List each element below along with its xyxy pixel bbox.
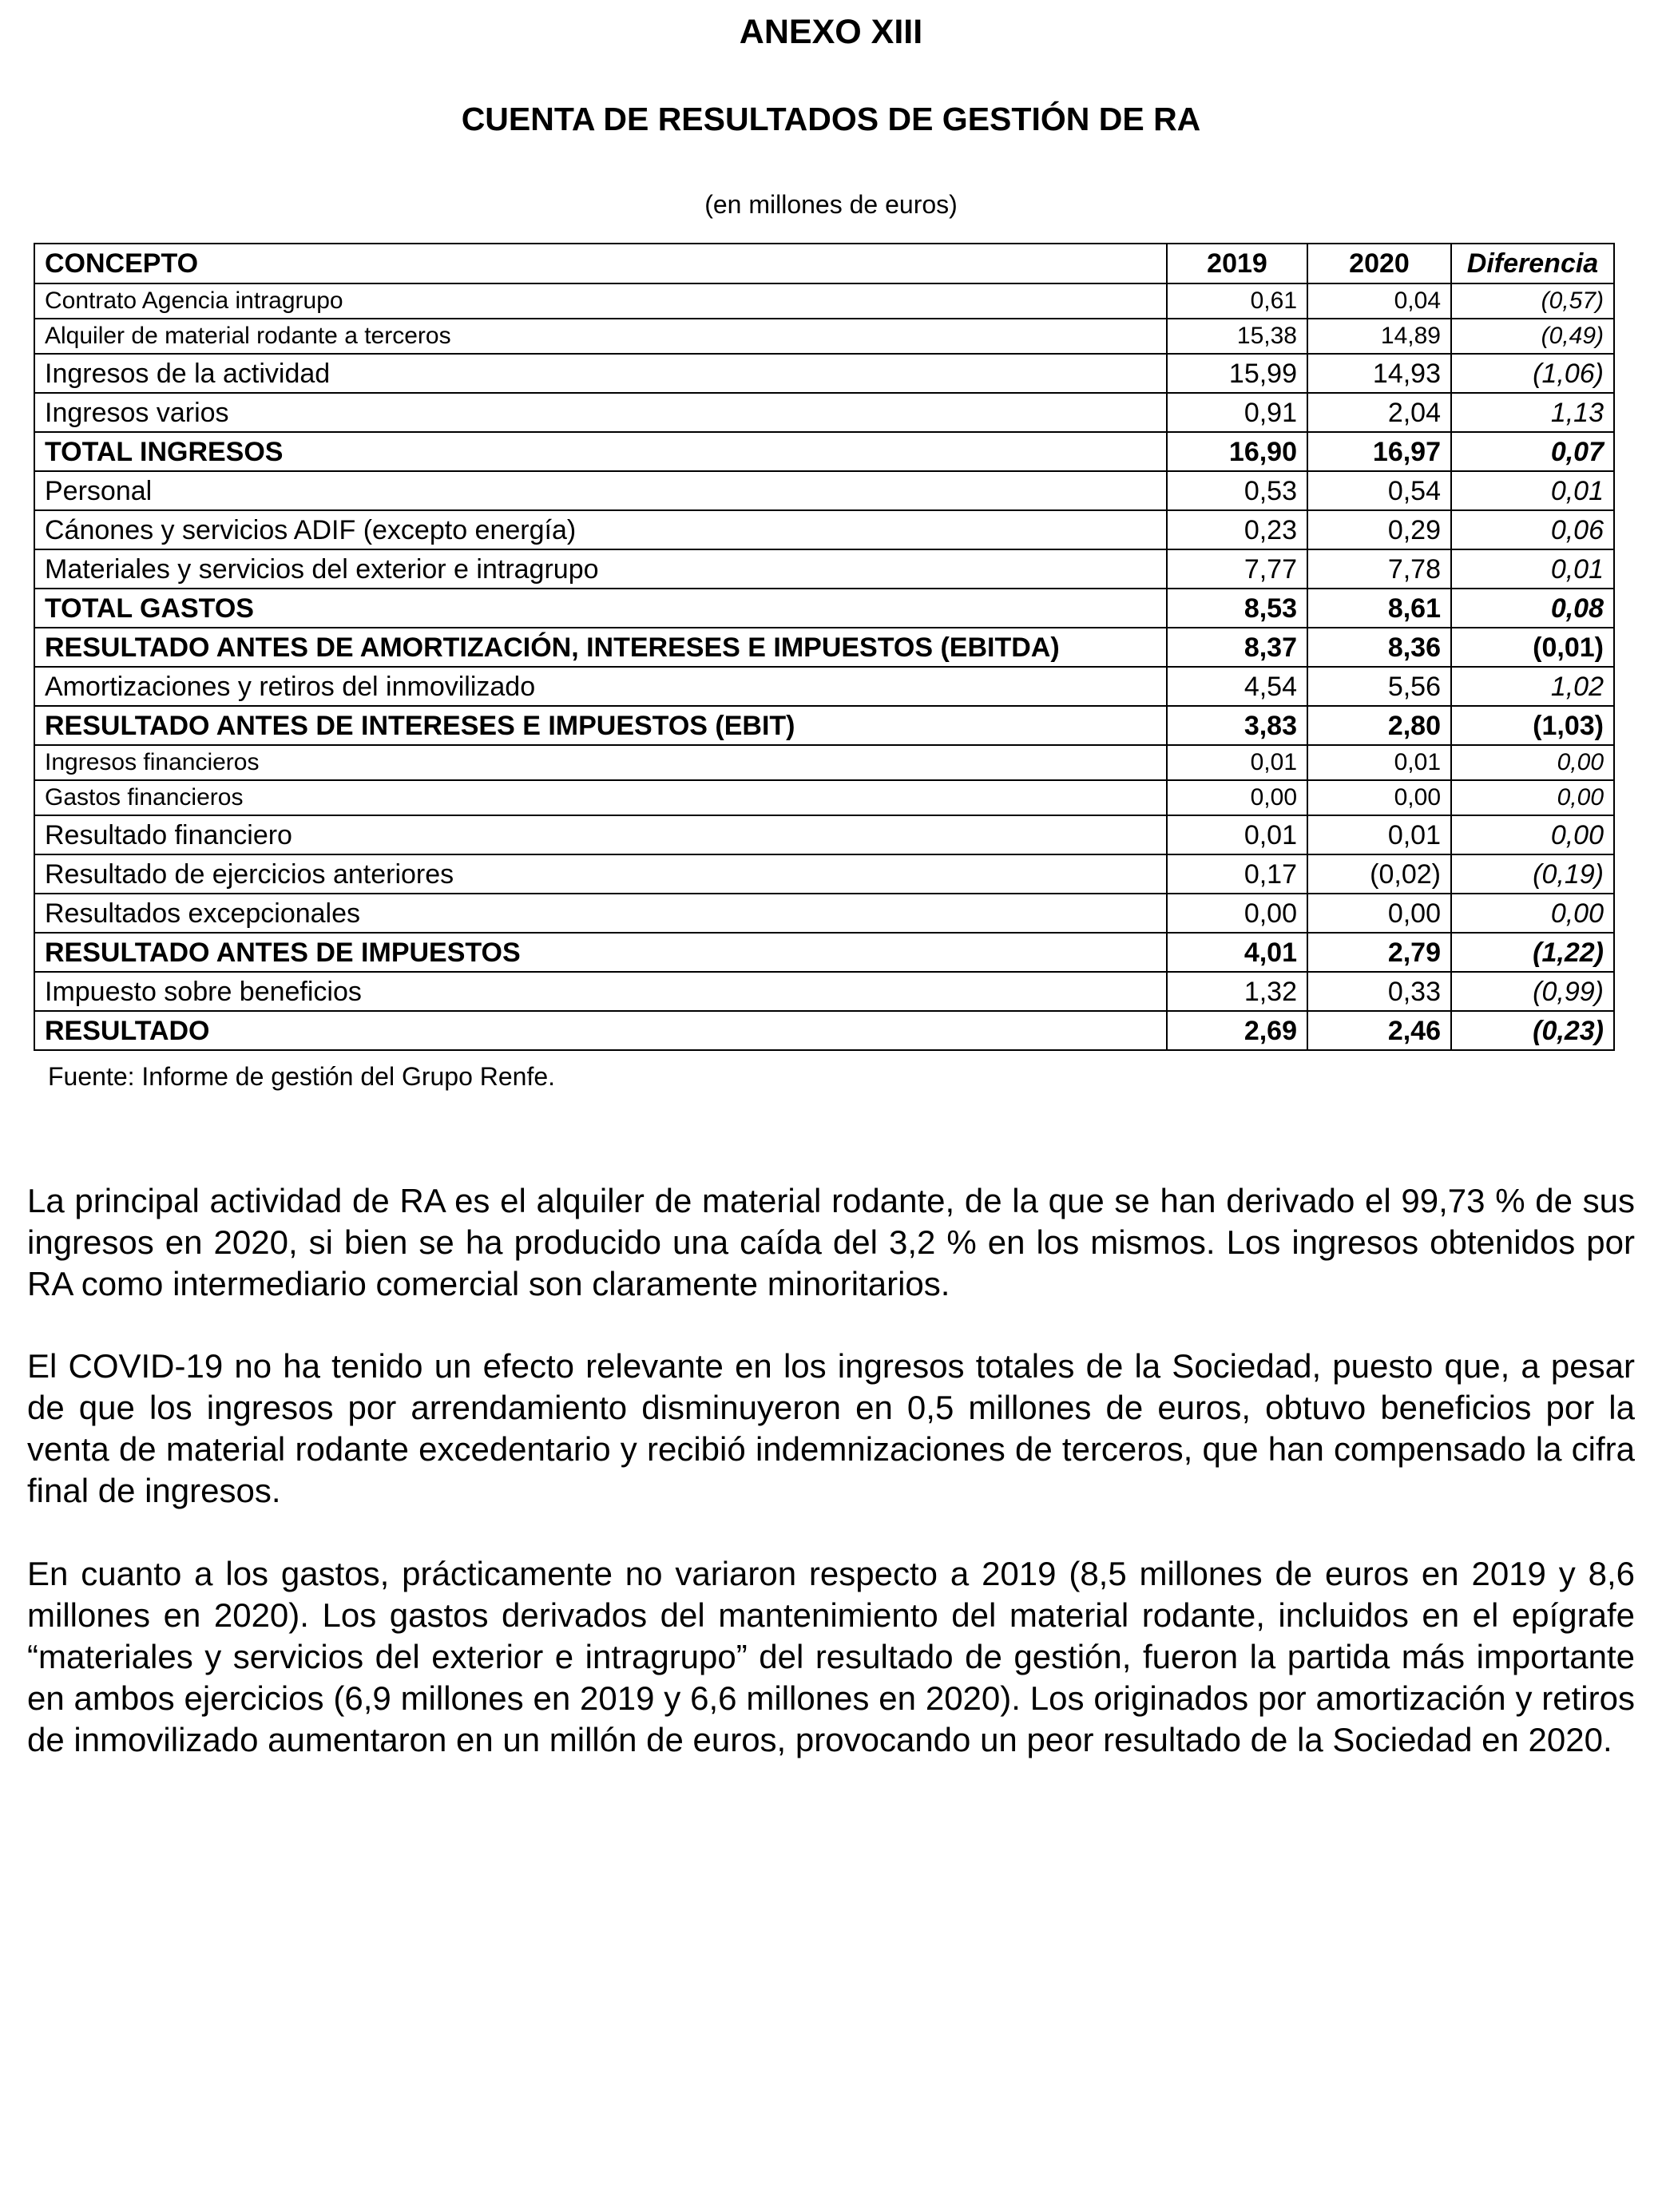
row-concept: RESULTADO ANTES DE IMPUESTOS xyxy=(34,933,1167,972)
table-row xyxy=(34,471,1614,510)
row-value-2019: 0,53 xyxy=(1167,471,1307,510)
annex-title: ANEXO XIII xyxy=(739,13,923,51)
row-difference: 0,00 xyxy=(1451,894,1614,933)
paragraph-covid: El COVID-19 no ha tenido un efecto relevante en los ingresos totales de la Sociedad, puesto que, a pesar de que los ingresos por arrendamiento disminuyeron en 0,5 millones de euros, obtuvo beneficios por la venta de material rodante excedentario y recibió indemnizaciones de terceros, que han compensado la cifra final de ingresos. xyxy=(27,1347,1635,1509)
row-value-2020: 0,01 xyxy=(1307,815,1451,854)
row-difference: 0,00 xyxy=(1451,780,1614,815)
row-value-2019: 7,77 xyxy=(1167,549,1307,589)
row-value-2020: 0,00 xyxy=(1307,780,1451,815)
row-difference: (0,49) xyxy=(1451,319,1614,354)
row-difference: 0,06 xyxy=(1451,510,1614,549)
table-row xyxy=(34,972,1614,1011)
table-row xyxy=(34,667,1614,706)
row-value-2020: 14,93 xyxy=(1307,354,1451,393)
row-value-2020: 8,61 xyxy=(1307,589,1451,628)
row-difference: 0,00 xyxy=(1451,745,1614,780)
row-value-2019: 8,37 xyxy=(1167,628,1307,667)
row-value-2019: 8,53 xyxy=(1167,589,1307,628)
row-concept: Personal xyxy=(34,471,1167,510)
paragraph-activity: La principal actividad de RA es el alquiler de material rodante, de la que se han derivado el 99,73 % de sus ingresos en 2020, si bien se ha producido una caída del 3,2 % en los mismos. Los ingresos obtenidos por RA como intermediario comercial son claramente minoritarios. xyxy=(27,1182,1635,1302)
row-value-2020: 0,29 xyxy=(1307,510,1451,549)
row-value-2020: 14,89 xyxy=(1307,319,1451,354)
row-value-2019: 15,99 xyxy=(1167,354,1307,393)
row-value-2020: 5,56 xyxy=(1307,667,1451,706)
row-value-2020: 0,01 xyxy=(1307,745,1451,780)
table-row xyxy=(34,354,1614,393)
row-difference: (0,57) xyxy=(1451,283,1614,319)
row-value-2019: 0,00 xyxy=(1167,894,1307,933)
source-note: Fuente: Informe de gestión del Grupo Renfe. xyxy=(48,1062,556,1091)
table-row xyxy=(34,933,1614,972)
row-concept: Gastos financieros xyxy=(34,780,1167,815)
table-row xyxy=(34,706,1614,745)
row-value-2020: 0,04 xyxy=(1307,283,1451,319)
row-concept: Resultado de ejercicios anteriores xyxy=(34,854,1167,894)
row-value-2019: 0,61 xyxy=(1167,283,1307,319)
row-value-2019: 0,01 xyxy=(1167,815,1307,854)
row-value-2019: 0,01 xyxy=(1167,745,1307,780)
row-difference: (1,06) xyxy=(1451,354,1614,393)
table-row xyxy=(34,780,1614,815)
paragraph-expenses: En cuanto a los gastos, prácticamente no variaron respecto a 2019 (8,5 millones de euros en 2019 y 8,6 millones en 2020). Los gastos derivados del mantenimiento del material rodante, incluidos en el epígrafe “materiales y servicios del exterior e intragrupo” del resultado de gestión, fueron la partida más importante en ambos ejercicios (6,9 millones en 2019 y 6,6 millones en 2020). Los originados por amortización y retiros de inmovilizado aumentaron en un millón de euros, provocando un peor resultado de la Sociedad en 2020. xyxy=(27,1555,1635,1758)
row-difference: (0,99) xyxy=(1451,972,1614,1011)
row-concept: RESULTADO ANTES DE INTERESES E IMPUESTOS (EBIT) xyxy=(34,706,1167,745)
row-value-2020: 7,78 xyxy=(1307,549,1451,589)
row-value-2019: 4,01 xyxy=(1167,933,1307,972)
row-value-2020: 2,04 xyxy=(1307,393,1451,432)
row-concept: Impuesto sobre beneficios xyxy=(34,972,1167,1011)
row-value-2020: 16,97 xyxy=(1307,432,1451,471)
table-row xyxy=(34,283,1614,319)
row-difference: 0,00 xyxy=(1451,815,1614,854)
row-value-2020: (0,02) xyxy=(1307,854,1451,894)
row-difference: (0,23) xyxy=(1451,1011,1614,1050)
results-table-body xyxy=(34,283,1614,1050)
table-row xyxy=(34,628,1614,667)
row-value-2019: 15,38 xyxy=(1167,319,1307,354)
row-concept: TOTAL GASTOS xyxy=(34,589,1167,628)
table-row xyxy=(34,854,1614,894)
table-row xyxy=(34,894,1614,933)
row-difference: (1,03) xyxy=(1451,706,1614,745)
table-row xyxy=(34,815,1614,854)
row-value-2019: 1,32 xyxy=(1167,972,1307,1011)
row-concept: Cánones y servicios ADIF (excepto energía) xyxy=(34,510,1167,549)
row-concept: Amortizaciones y retiros del inmovilizado xyxy=(34,667,1167,706)
header-2020: 2020 xyxy=(1307,244,1451,283)
table-row xyxy=(34,589,1614,628)
row-difference: 0,01 xyxy=(1451,549,1614,589)
row-difference: 1,02 xyxy=(1451,667,1614,706)
row-difference: (0,19) xyxy=(1451,854,1614,894)
row-value-2020: 2,79 xyxy=(1307,933,1451,972)
row-value-2020: 2,46 xyxy=(1307,1011,1451,1050)
table-row xyxy=(34,319,1614,354)
row-concept: Ingresos financieros xyxy=(34,745,1167,780)
row-difference: 1,13 xyxy=(1451,393,1614,432)
table-row xyxy=(34,510,1614,549)
row-concept: Ingresos varios xyxy=(34,393,1167,432)
row-concept: RESULTADO ANTES DE AMORTIZACIÓN, INTERESES E IMPUESTOS (EBITDA) xyxy=(34,628,1167,667)
row-value-2019: 0,00 xyxy=(1167,780,1307,815)
row-value-2019: 0,17 xyxy=(1167,854,1307,894)
row-difference: (1,22) xyxy=(1451,933,1614,972)
row-concept: Resultado financiero xyxy=(34,815,1167,854)
row-value-2019: 16,90 xyxy=(1167,432,1307,471)
document-title: CUENTA DE RESULTADOS DE GESTIÓN DE RA xyxy=(461,101,1201,137)
header-2019: 2019 xyxy=(1167,244,1307,283)
row-concept: Materiales y servicios del exterior e intragrupo xyxy=(34,549,1167,589)
row-concept: Alquiler de material rodante a terceros xyxy=(34,319,1167,354)
row-value-2020: 0,33 xyxy=(1307,972,1451,1011)
row-value-2019: 0,91 xyxy=(1167,393,1307,432)
row-concept: Resultados excepcionales xyxy=(34,894,1167,933)
table-header-row xyxy=(34,244,1614,283)
row-concept: RESULTADO xyxy=(34,1011,1167,1050)
header-concept: CONCEPTO xyxy=(34,244,1167,283)
row-difference: 0,08 xyxy=(1451,589,1614,628)
row-value-2019: 2,69 xyxy=(1167,1011,1307,1050)
row-value-2020: 8,36 xyxy=(1307,628,1451,667)
table-row xyxy=(34,745,1614,780)
table-row xyxy=(34,549,1614,589)
row-value-2020: 0,54 xyxy=(1307,471,1451,510)
row-concept: TOTAL INGRESOS xyxy=(34,432,1167,471)
table-row xyxy=(34,1011,1614,1050)
row-difference: (0,01) xyxy=(1451,628,1614,667)
row-value-2019: 4,54 xyxy=(1167,667,1307,706)
results-table xyxy=(34,243,1615,1051)
table-row xyxy=(34,393,1614,432)
row-value-2020: 2,80 xyxy=(1307,706,1451,745)
row-difference: 0,07 xyxy=(1451,432,1614,471)
row-difference: 0,01 xyxy=(1451,471,1614,510)
row-value-2019: 0,23 xyxy=(1167,510,1307,549)
row-concept: Ingresos de la actividad xyxy=(34,354,1167,393)
row-concept: Contrato Agencia intragrupo xyxy=(34,283,1167,319)
units-note: (en millones de euros) xyxy=(704,190,958,219)
table-row xyxy=(34,432,1614,471)
row-value-2019: 3,83 xyxy=(1167,706,1307,745)
header-difference: Diferencia xyxy=(1451,244,1614,283)
row-value-2020: 0,00 xyxy=(1307,894,1451,933)
